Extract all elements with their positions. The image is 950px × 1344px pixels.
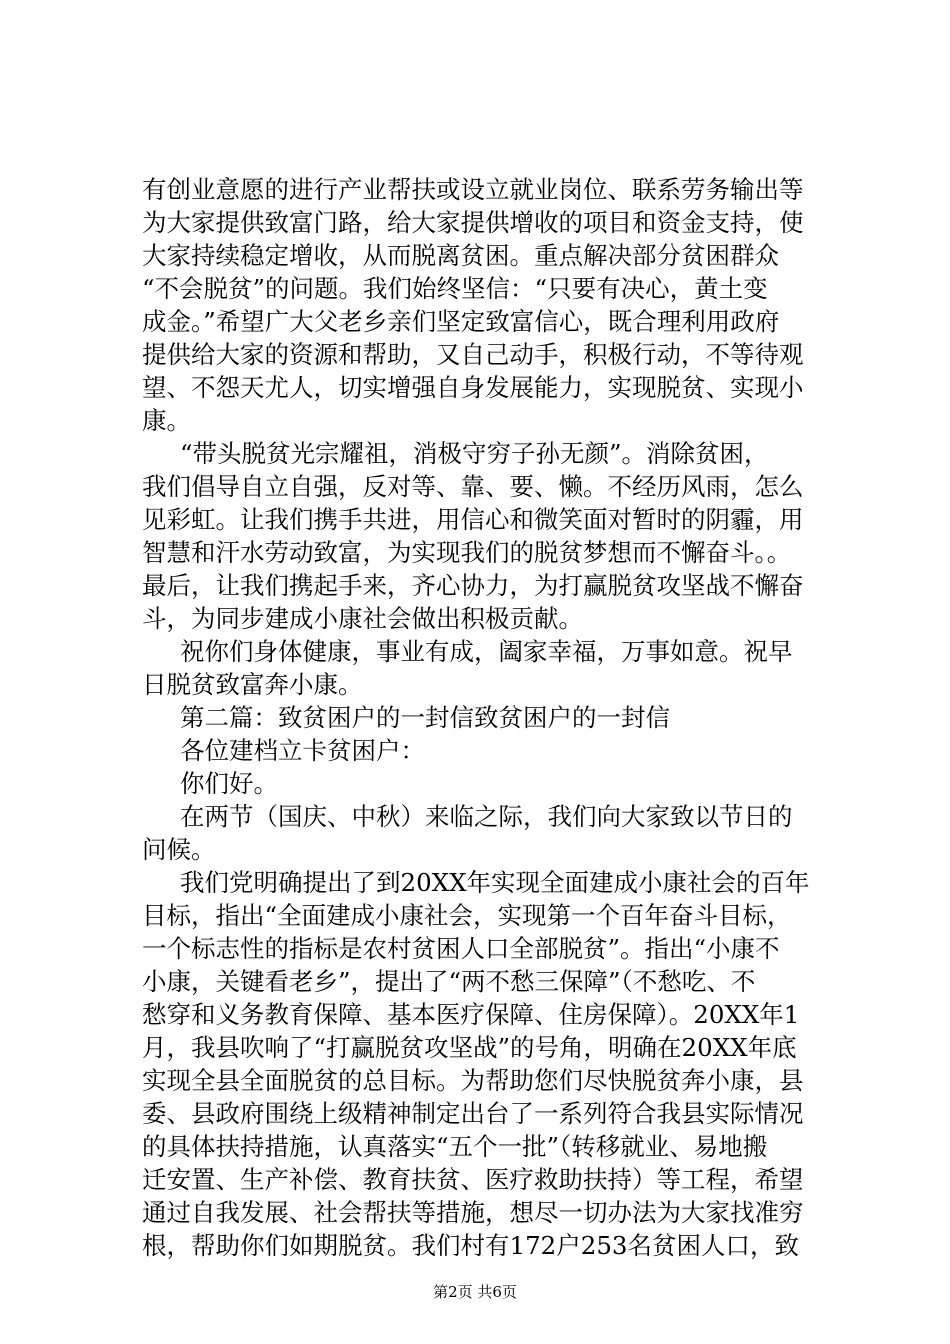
text-line: 见彩虹。让我们携手共进，用信心和微笑面对暂时的阴霾，用	[142, 505, 804, 534]
text-line: 为大家提供致富门路，给大家提供增收的项目和资金支持，使	[142, 208, 804, 237]
text-line: “带头脱贫光宗耀祖，消极守穷子孙无颜”。消除贫困，	[180, 439, 769, 468]
text-line: 康。	[142, 406, 191, 435]
text-line: 在两节（国庆、中秋）来临之际，我们向大家致以节日的	[180, 802, 793, 831]
text-line: 最后，让我们携起手来，齐心协力，为打赢脱贫攻坚战不懈奋	[142, 571, 804, 600]
salutation: 各位建档立卡贫困户：	[180, 736, 425, 765]
text-line: 问候。	[142, 835, 216, 864]
text-line: 通过自我发展、社会帮扶等措施，想尽一切办法为大家找准穷	[142, 1198, 804, 1227]
text-line: 一个标志性的指标是农村贫困人口全部脱贫”。指出“小康不	[142, 934, 780, 963]
text-line: 我们倡导自立自强，反对等、靠、要、懒。不经历风雨，怎么	[142, 472, 804, 501]
text-line: 提供给大家的资源和帮助，又自己动手，积极行动，不等待观	[142, 340, 804, 369]
text-line: 迁安置、生产补偿、教育扶贫、医疗救助扶持）等工程，希望	[142, 1165, 804, 1194]
text-line: 斗，为同步建成小康社会做出积极贡献。	[142, 604, 583, 633]
text-line: 委、县政府围绕上级精神制定出台了一系列符合我县实际情况	[142, 1099, 804, 1128]
text-line: 小康，关键看老乡”，提出了“两不愁三保障”（不愁吃、不	[142, 967, 756, 996]
text-line: 我们党明确提出了到20XX年实现全面建成小康社会的百年	[180, 868, 810, 897]
text-line: 有创业意愿的进行产业帮扶或设立就业岗位、联系劳务输出等	[142, 175, 804, 204]
text-line: 成金。”希望广大父老乡亲们坚定致富信心，既合理利用政府	[142, 307, 780, 336]
text-line: 祝你们身体健康，事业有成，阖家幸福，万事如意。祝早	[180, 637, 793, 666]
text-line: 日脱贫致富奔小康。	[142, 670, 363, 699]
text-line: “不会脱贫”的问题。我们始终坚信：“只要有决心，黄土变	[142, 274, 768, 303]
greeting: 你们好。	[180, 769, 278, 798]
text-line: 目标，指出“全面建成小康社会，实现第一个百年奋斗目标，	[142, 901, 792, 930]
text-line: 智慧和汗水劳动致富，为实现我们的脱贫梦想而不懈奋斗。。	[142, 538, 792, 567]
text-line: 实现全县全面脱贫的总目标。为帮助您们尽快脱贫奔小康，县	[142, 1066, 804, 1095]
text-line: 望、不怨天尤人，切实增强自身发展能力，实现脱贫、实现小	[142, 373, 804, 402]
page-number-footer: 第2页 共6页	[433, 1283, 517, 1301]
text-line: 愁穿和义务教育保障、基本医疗保障、住房保障）。20XX年1	[142, 1000, 800, 1029]
text-line: 根，帮助你们如期脱贫。我们村有172户253名贫困人口，致	[142, 1231, 800, 1260]
text-line: 大家持续稳定增收，从而脱离贫困。重点解决部分贫困群众	[142, 241, 779, 270]
section-heading: 第二篇：致贫困户的一封信致贫困户的一封信	[180, 703, 670, 732]
text-line: 月，我县吹响了“打赢脱贫攻坚战”的号角，明确在20XX年底	[142, 1033, 797, 1062]
text-line: 的具体扶持措施，认真落实“五个一批”（转移就业、易地搬	[142, 1132, 768, 1161]
